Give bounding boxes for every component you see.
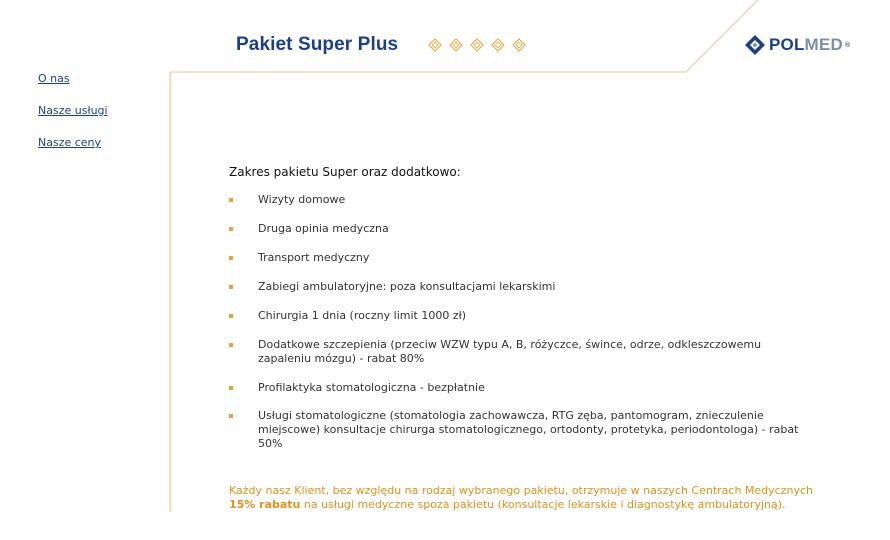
discount-note <box>229 484 829 512</box>
bullet-square-icon <box>229 414 233 418</box>
discount-note-line2: na usługi medyczne spoza pakietu (konsultacje lekarskie i diagnostykę ambulatoryjną). <box>300 498 786 511</box>
bullet-square-icon <box>229 285 233 289</box>
list-item <box>229 280 809 294</box>
list-item-text: Usługi stomatologiczne (stomatologia zachowawcza, RTG zęba, pantomogram, znieczulenie miejscowe) konsultacje chirurga stomatologicznego, ortodonty, protetyka, periodontologa) - rabat 50% <box>258 409 799 450</box>
bullet-square-icon <box>229 227 233 231</box>
list-item <box>229 338 809 366</box>
list-item-text: Transport medyczny <box>258 251 370 264</box>
list-item <box>229 222 809 236</box>
logo-registered-mark: ® <box>843 41 851 49</box>
page-title: Pakiet Super Plus <box>236 34 399 55</box>
list-item <box>229 309 809 323</box>
logo-text-secondary: MED <box>804 35 843 54</box>
logo-wordmark <box>769 35 843 55</box>
nav-link-prices[interactable]: Nasze ceny <box>38 136 102 149</box>
nav-link-services[interactable]: Nasze usługi <box>38 104 108 117</box>
logo-text-primary: POL <box>769 35 805 54</box>
bullet-square-icon <box>229 314 233 318</box>
list-item-text: Wizyty domowe <box>258 193 346 206</box>
bullet-square-icon <box>229 343 233 347</box>
diamond-icon <box>491 38 505 52</box>
diamond-icon <box>428 38 442 52</box>
list-item-text: Zabiegi ambulatoryjne: poza konsultacjami lekarskimi <box>258 280 556 293</box>
bullet-square-icon <box>229 386 233 390</box>
list-item-text: Profilaktyka stomatologiczna - bezpłatnie <box>258 381 485 394</box>
list-item <box>229 409 809 451</box>
discount-note-line1: Każdy nasz Klient, bez względu na rodzaj wybranego pakietu, otrzymuje w naszych Centrach Medycznych <box>229 484 813 497</box>
list-item-text: Dodatkowe szczepienia (przeciw WZW typu A, B, różyczce, śwince, odrze, odkleszczowemu zapaleniu mózgu) - rabat 80% <box>258 338 762 365</box>
list-item <box>229 381 809 395</box>
rating-diamonds <box>428 38 526 52</box>
list-item <box>229 251 809 265</box>
list-item-text: Druga opinia medyczna <box>258 222 389 235</box>
nav-link-about[interactable]: O nas <box>38 72 70 85</box>
polmed-logo-icon <box>744 34 766 56</box>
polmed-logo[interactable] <box>744 34 851 56</box>
diamond-icon <box>470 38 484 52</box>
diamond-icon <box>449 38 463 52</box>
list-item <box>229 193 809 207</box>
bullet-square-icon <box>229 256 233 260</box>
list-item-text: Chirurgia 1 dnia (roczny limit 1000 zł) <box>258 309 467 322</box>
discount-note-highlight: 15% rabatu <box>229 498 301 511</box>
bullet-square-icon <box>229 198 233 202</box>
diamond-icon <box>512 38 526 52</box>
section-heading: Zakres pakietu Super oraz dodatkowo: <box>229 165 461 179</box>
